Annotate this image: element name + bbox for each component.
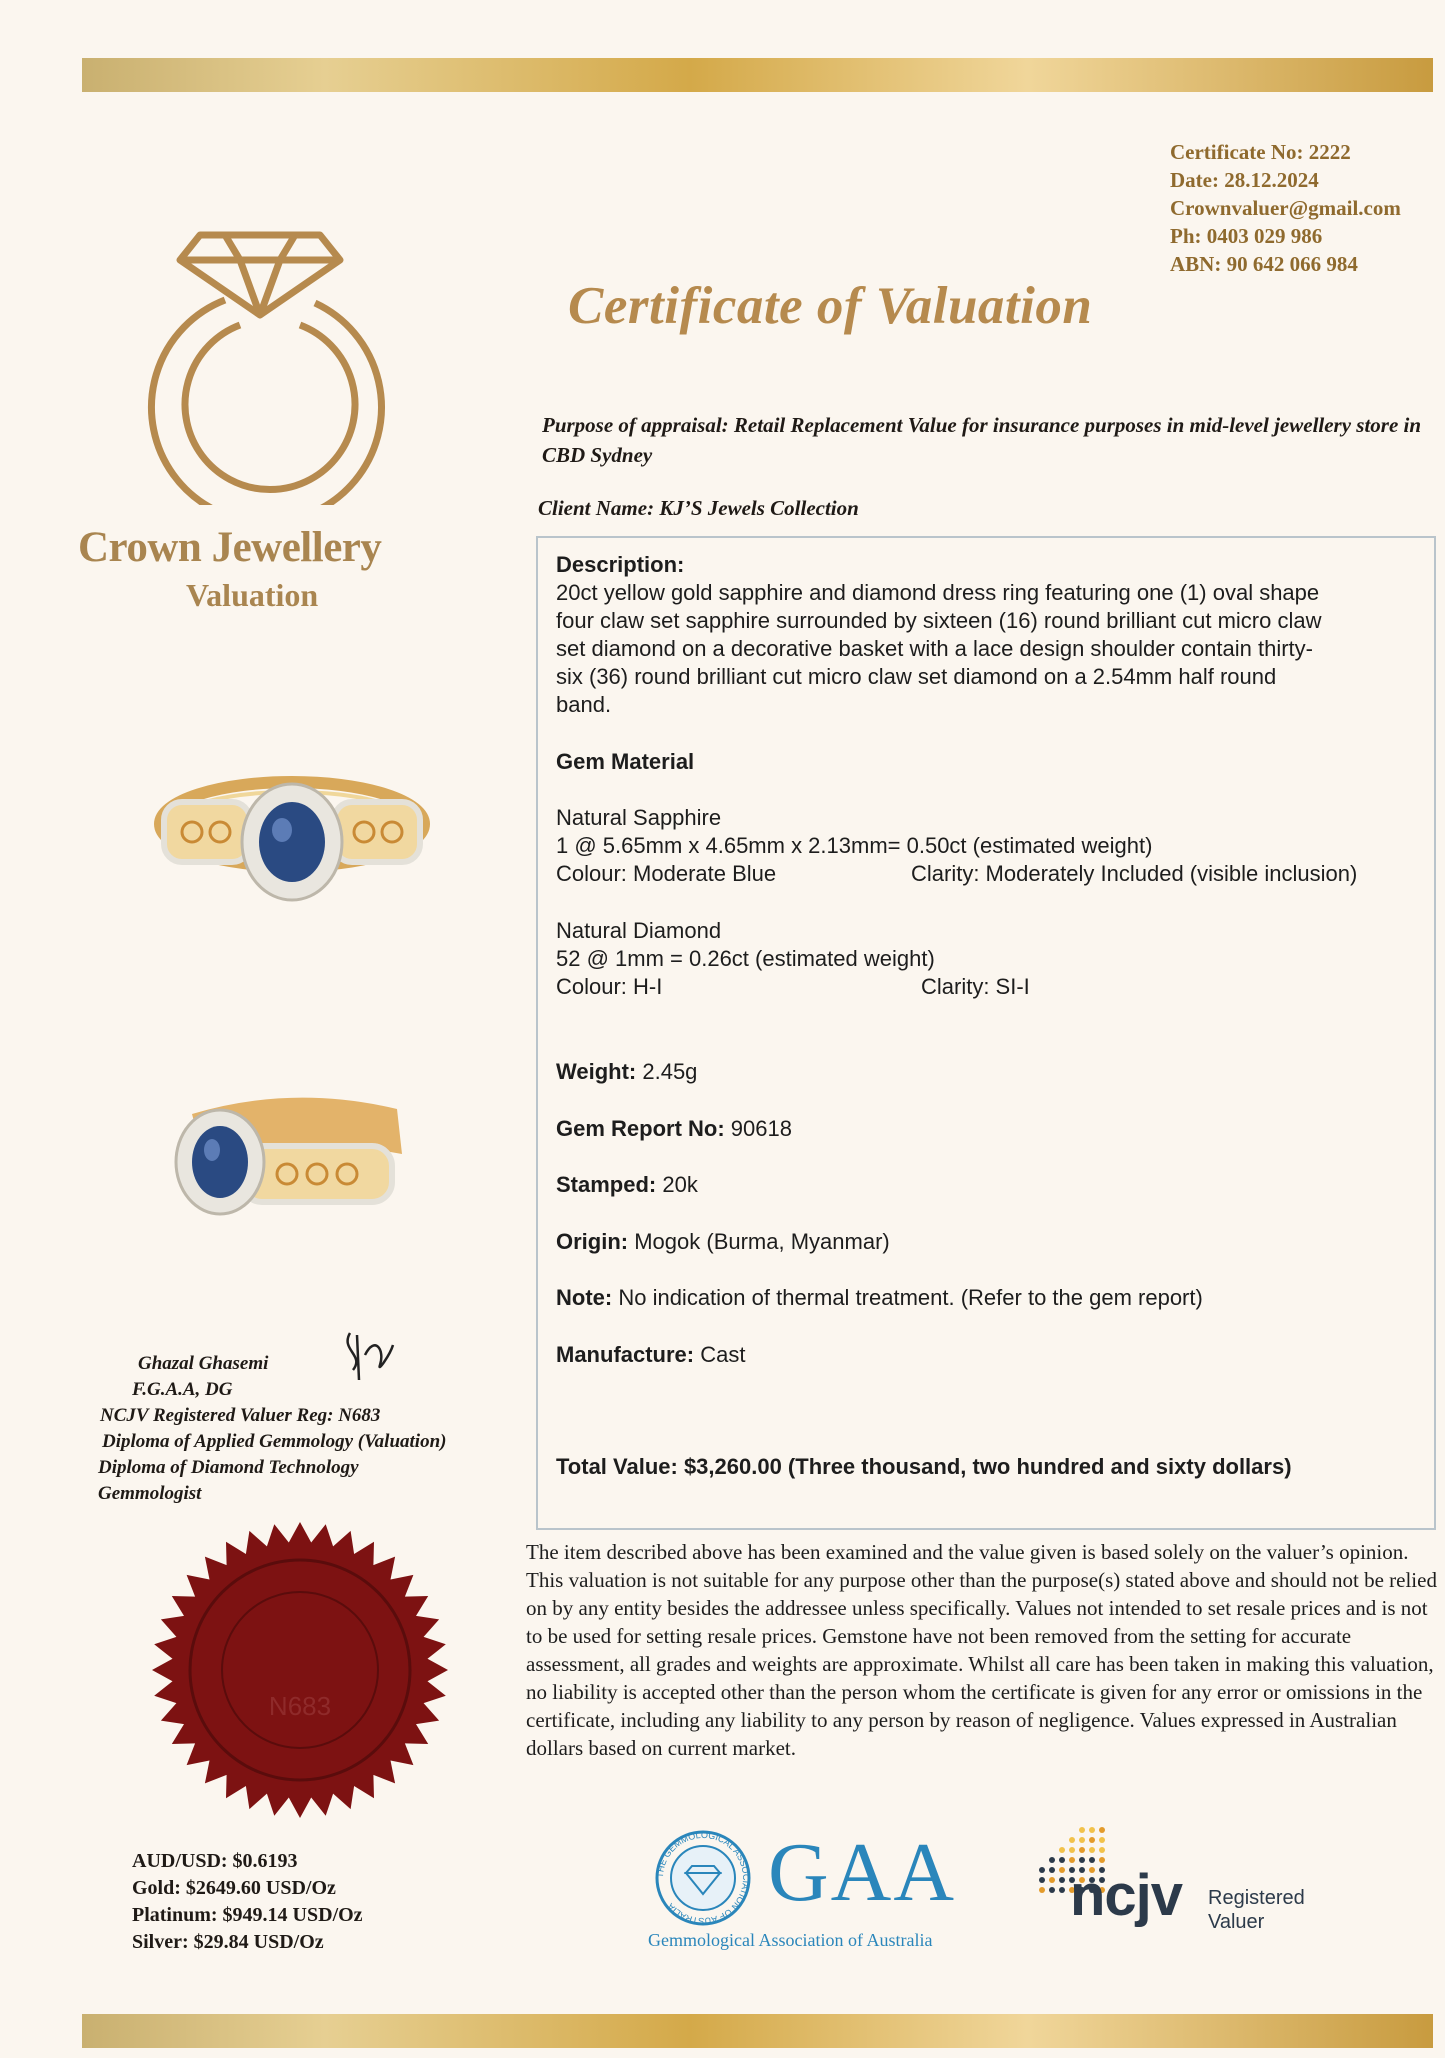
ncjv-dot [1059, 1857, 1065, 1863]
note-value: No indication of thermal treatment. (Refer to the gem report) [612, 1285, 1203, 1310]
ncjv-dot [1049, 1887, 1055, 1893]
gem-report-label: Gem Report No: [556, 1116, 725, 1141]
handwritten-signature [335, 1325, 395, 1385]
stamped-row [556, 1171, 698, 1199]
ncjv-dot [1049, 1867, 1055, 1873]
aud-usd-rate: AUD/USD: $0.6193 [132, 1850, 298, 1872]
ncjv-dot [1049, 1877, 1055, 1883]
ncjv-dot [1059, 1877, 1065, 1883]
certificate-abn: ABN: 90 642 066 984 [1170, 252, 1358, 276]
diamond-colour: Colour: H-I [556, 974, 663, 999]
sapphire-clarity: Clarity: Moderately Included (visible inclusion) [911, 861, 1358, 886]
description-line: band. [556, 692, 612, 717]
weight-label: Weight: [556, 1059, 637, 1084]
sapphire-name: Natural Sapphire [556, 805, 722, 830]
manufacture-value: Cast [694, 1342, 746, 1367]
platinum-rate: Platinum: $949.14 USD/Oz [132, 1904, 363, 1926]
gaa-logo-text: GAA [768, 1826, 956, 1919]
valuer-diploma-diamond: Diploma of Diamond Technology [98, 1457, 359, 1478]
valuer-signature-block [98, 1351, 447, 1507]
diamond-measure: 52 @ 1mm = 0.26ct (estimated weight) [556, 946, 935, 971]
ncjv-dot [1099, 1837, 1105, 1843]
ncjv-valuer: Valuer [1208, 1911, 1265, 1933]
gem-report-value: 90618 [724, 1116, 792, 1141]
ncjv-registered: Registered [1208, 1887, 1305, 1909]
valuer-name: Ghazal Ghasemi [138, 1353, 269, 1374]
ncjv-dot [1039, 1887, 1045, 1893]
ncjv-dot [1079, 1827, 1085, 1833]
ncjv-dot [1059, 1887, 1065, 1893]
stamped-value: 20k [656, 1172, 698, 1197]
valuer-qualifications: F.G.A.A, DG [132, 1379, 233, 1400]
total-value: Total Value: $3,260.00 (Three thousand, two hundred and sixty dollars) [556, 1454, 1292, 1479]
ncjv-dot [1089, 1847, 1095, 1853]
silver-rate: Silver: $29.84 USD/Oz [132, 1931, 324, 1953]
ncjv-dot [1079, 1837, 1085, 1843]
sapphire-measure: 1 @ 5.65mm x 4.65mm x 2.13mm= 0.50ct (estimated weight) [556, 833, 1153, 858]
wax-seal [150, 1520, 450, 1820]
gaa-subtitle: Gemmological Association of Australia [648, 1930, 933, 1950]
certificate-date: Date: 28.12.2024 [1170, 168, 1319, 192]
valuer-role: Gemmologist [98, 1483, 202, 1504]
brand-subtitle: Valuation [186, 577, 319, 613]
manufacture-row [556, 1341, 745, 1369]
ncjv-dot [1059, 1867, 1065, 1873]
client-name: Client Name: KJ’S Jewels Collection [538, 496, 859, 520]
gem-material-heading: Gem Material [556, 749, 695, 774]
certificate-email: Crownvaluer@gmail.com [1170, 196, 1401, 220]
gem-report-row [556, 1115, 792, 1143]
ncjv-dot [1069, 1837, 1075, 1843]
ring-photo-front [152, 754, 432, 914]
description-line: set diamond on a decorative basket with a lace design shoulder contain thirty- [556, 636, 1313, 661]
crown-ring-logo [130, 205, 400, 505]
ncjv-subtitle [1208, 1886, 1305, 1934]
ring-photo-side [172, 1074, 412, 1224]
document-title: Certificate of Valuation [568, 277, 1093, 335]
description-line: 20ct yellow gold sapphire and diamond dress ring featuring one (1) oval shape [556, 580, 1320, 605]
ncjv-logo-text: ncjv [1070, 1863, 1183, 1928]
manufacture-label: Manufacture: [556, 1342, 695, 1367]
certificate-phone: Ph: 0403 029 986 [1170, 224, 1323, 248]
certificate-number: Certificate No: 2222 [1170, 140, 1351, 164]
valuer-registration: NCJV Registered Valuer Reg: N683 [100, 1405, 381, 1426]
ncjv-dot [1039, 1867, 1045, 1873]
description-line: four claw set sapphire surrounded by sixteen (16) round brilliant cut micro claw [556, 608, 1322, 633]
valuer-diploma-applied: Diploma of Applied Gemmology (Valuation) [102, 1431, 447, 1452]
seal-registration: N683 [268, 1691, 332, 1721]
ncjv-dot [1059, 1847, 1065, 1853]
description-heading: Description: [556, 552, 685, 577]
weight-value: 2.45g [636, 1059, 698, 1084]
top-gold-bar [82, 58, 1433, 92]
ncjv-dot [1039, 1877, 1045, 1883]
origin-row [556, 1228, 890, 1256]
ncjv-dot [1099, 1827, 1105, 1833]
ncjv-dot [1049, 1857, 1055, 1863]
diamond-clarity: Clarity: SI-I [921, 974, 1030, 999]
origin-value: Mogok (Burma, Myanmar) [628, 1229, 890, 1254]
sapphire-colour: Colour: Moderate Blue [556, 861, 777, 886]
description-line: six (36) round brilliant cut micro claw set diamond on a 2.54mm half round [556, 664, 1277, 689]
metal-rates [132, 1848, 363, 1956]
ncjv-dot [1089, 1837, 1095, 1843]
ncjv-dot [1099, 1847, 1105, 1853]
gaa-emblem [648, 1828, 758, 1928]
gaa-ring-text: THE GEMMOLOGICAL ASSOCIATION OF AUSTRALIA [654, 1829, 752, 1927]
origin-label: Origin: [556, 1229, 629, 1254]
weight-row [556, 1058, 697, 1086]
stamped-label: Stamped: [556, 1172, 657, 1197]
note-label: Note: [556, 1285, 613, 1310]
ncjv-dot [1069, 1847, 1075, 1853]
disclaimer-text: The item described above has been examined and the value given is based solely on the valuer’s opinion. This valuation is not suitable for any purpose other than the purpose(s) stated above and should not be relied on by any entity besides the addressee unless specifically. Values not intended to set resale prices and is not to be used for setting resale prices. Gemstone have not been removed from the setting for accurate assessment, all grades and weights are approximate. Whilst all care has been taken in making this valuation, no liability is accepted other than the person whom the certificate is given for any error or omissions in the certificate, including any liability to any person by reason of negligence. Values expressed in Australian dollars based on current market. [526, 1540, 1437, 1760]
note-row [556, 1284, 1203, 1312]
ncjv-dot [1089, 1827, 1095, 1833]
certificate-info [1170, 138, 1401, 278]
purpose-of-appraisal: Purpose of appraisal: Retail Replacement Value for insurance purposes in mid-level jewellery store in CBD Sydney [542, 413, 1422, 467]
gold-rate: Gold: $2649.60 USD/Oz [132, 1877, 336, 1899]
bottom-gold-bar [82, 2014, 1433, 2048]
diamond-name: Natural Diamond [556, 918, 722, 943]
ncjv-dot [1079, 1847, 1085, 1853]
brand-name: Crown Jewellery [78, 524, 382, 571]
